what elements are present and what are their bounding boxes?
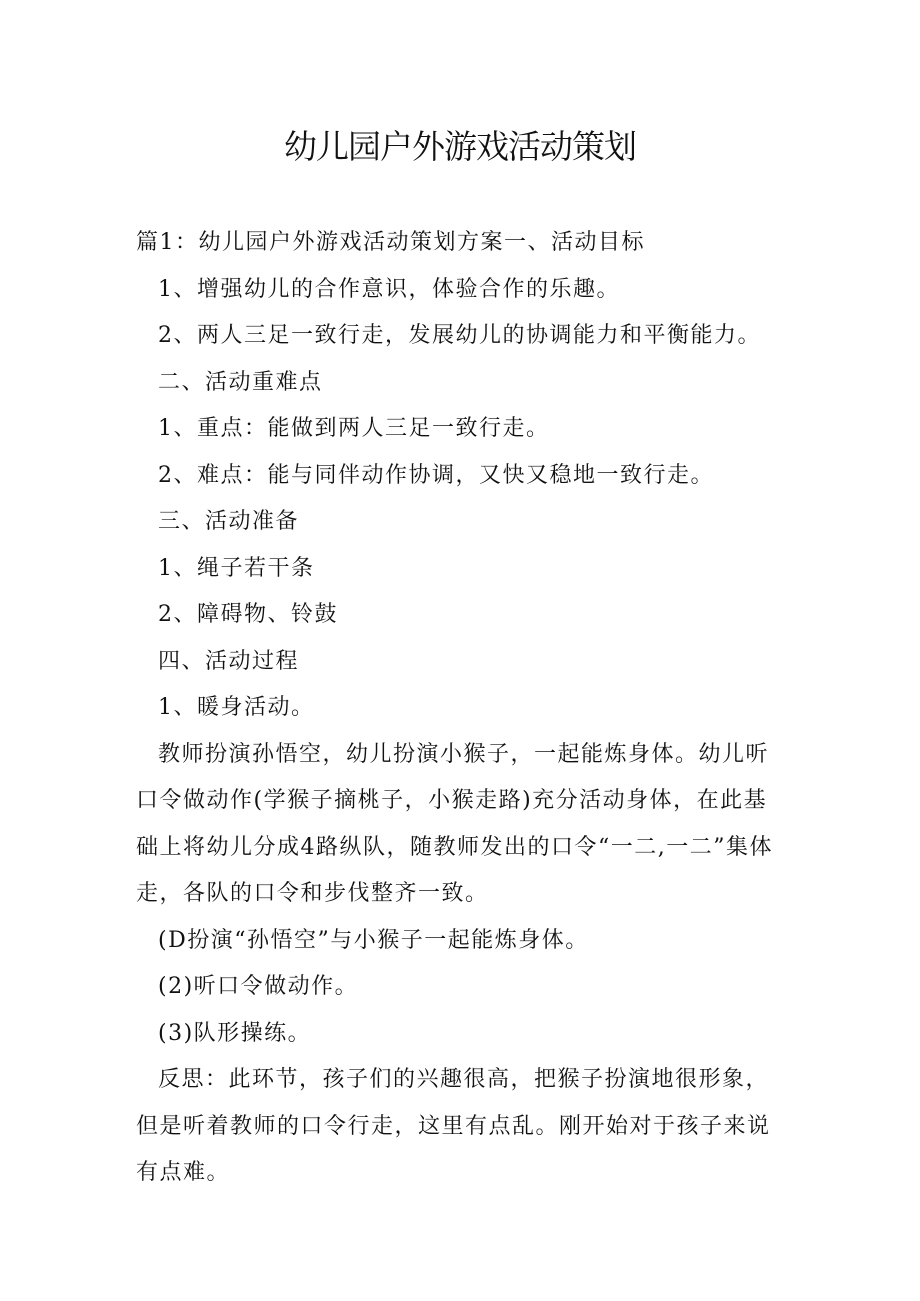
document-body xyxy=(136,220,786,1197)
sub-list-item: (3)队形操练。 xyxy=(158,1020,312,1046)
list-item: 1、重点：能做到两人三足一致行走。 xyxy=(158,416,550,441)
list-item: 1、绳子若干条 xyxy=(158,555,315,581)
section-heading: 四、活动过程 xyxy=(158,648,300,674)
section-heading: 二、活动重难点 xyxy=(158,369,323,395)
reflection-paragraph: 反思：此环节，孩子们的兴趣很高，把猴子扮演地很形象，但是听着教师的口令行走，这里有点乱。刚开始对于孩子来说有点难。 xyxy=(136,1067,771,1185)
list-item: 2、两人三足一致行走，发展幼儿的协调能力和平衡能力。 xyxy=(158,323,761,348)
list-item: 1、暖身活动。 xyxy=(158,695,315,720)
body-paragraph: 教师扮演孙悟空，幼儿扮演小猴子，一起能炼身体。幼儿听口令做动作(学猴子摘桃子，小猴走路)充分活动身体，在此基础上将幼儿分成4路纵队，随教师发出的口令“一二,一二”集体走，各队的口令和步伐整齐一致。 xyxy=(136,741,773,906)
section-heading: 三、活动准备 xyxy=(158,509,300,534)
list-item: 2、难点：能与同伴动作协调，又快又稳地一致行走。 xyxy=(158,462,714,488)
sub-list-item: (2)听口令做动作。 xyxy=(158,974,359,999)
section-heading-1: 篇1：幼儿园户外游戏活动策划方案一、活动目标 xyxy=(136,230,645,255)
document-title: 幼儿园户外游戏活动策划 xyxy=(284,127,636,166)
list-item: 2、障碍物、铃鼓 xyxy=(158,602,338,627)
list-item: 1、增强幼儿的合作意识，体验合作的乐趣。 xyxy=(158,276,620,302)
sub-list-item: (D扮演“孙悟空”与小猴子一起能炼身体。 xyxy=(158,927,589,953)
